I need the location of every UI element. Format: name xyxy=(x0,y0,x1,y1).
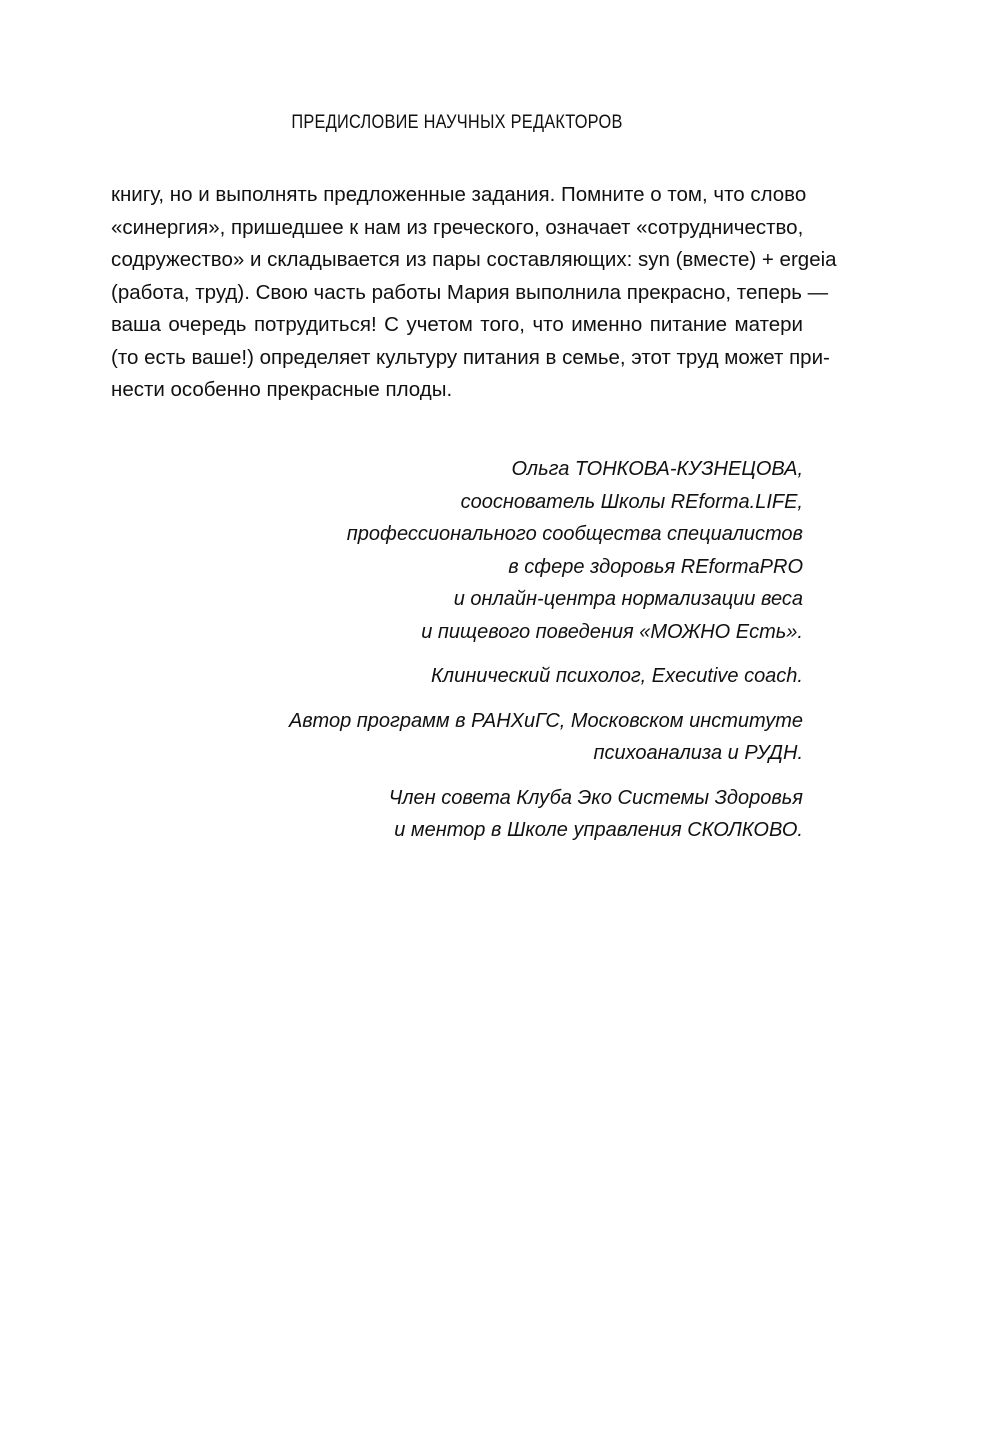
body-paragraph xyxy=(111,179,837,407)
body-line: (работа, труд). Свою часть работы Мария выполнила прекрасно, теперь — xyxy=(111,280,829,304)
signature-line: в сфере здоровья REformaPRO xyxy=(508,555,803,578)
body-line: ваша очередь потрудиться! С учетом того, что именно питание матери xyxy=(111,313,803,336)
body-line: (то есть ваше!) определяет культуру питания в семье, этот труд может при- xyxy=(111,345,830,369)
author-signature xyxy=(280,453,803,859)
signature-line: и онлайн-центра нормализации веса xyxy=(453,588,803,610)
body-line: книгу, но и выполнять предложенные задания. Помните о том, что слово xyxy=(111,183,807,206)
signature-line: Автор программ в РАНХиГС, Московском институте xyxy=(288,709,803,732)
signature-line: и пищевого поведения «МОЖНО Есть». xyxy=(421,620,803,643)
signature-name-block xyxy=(280,453,803,648)
signature-line: и ментор в Школе управления СКОЛКОВО. xyxy=(394,819,803,841)
body-line: нести особенно прекрасные плоды. xyxy=(111,378,453,401)
signature-author-name: Ольга ТОНКОВА-КУЗНЕЦОВА, xyxy=(511,458,803,480)
signature-line: Член совета Клуба Эко Системы Здоровья xyxy=(388,786,803,809)
signature-line: профессионального сообщества специалистов xyxy=(346,523,803,545)
signature-role-block xyxy=(280,660,803,693)
signature-council-block xyxy=(280,782,803,847)
signature-line: сооснователь Школы REforma.LIFE, xyxy=(460,490,803,513)
body-line: содружество» и складывается из пары составляющих: syn (вместе) + ergeia xyxy=(111,248,837,271)
signature-programs-block xyxy=(280,705,803,770)
running-head: ПРЕДИСЛОВИЕ НАУЧНЫХ РЕДАКТОРОВ xyxy=(291,112,623,133)
body-line: «синергия», пришедшее к нам из греческого, означает «сотрудничество, xyxy=(111,215,804,239)
signature-line: Клинический психолог, Executive coach. xyxy=(431,665,803,687)
signature-line: психоанализа и РУДН. xyxy=(593,742,803,764)
